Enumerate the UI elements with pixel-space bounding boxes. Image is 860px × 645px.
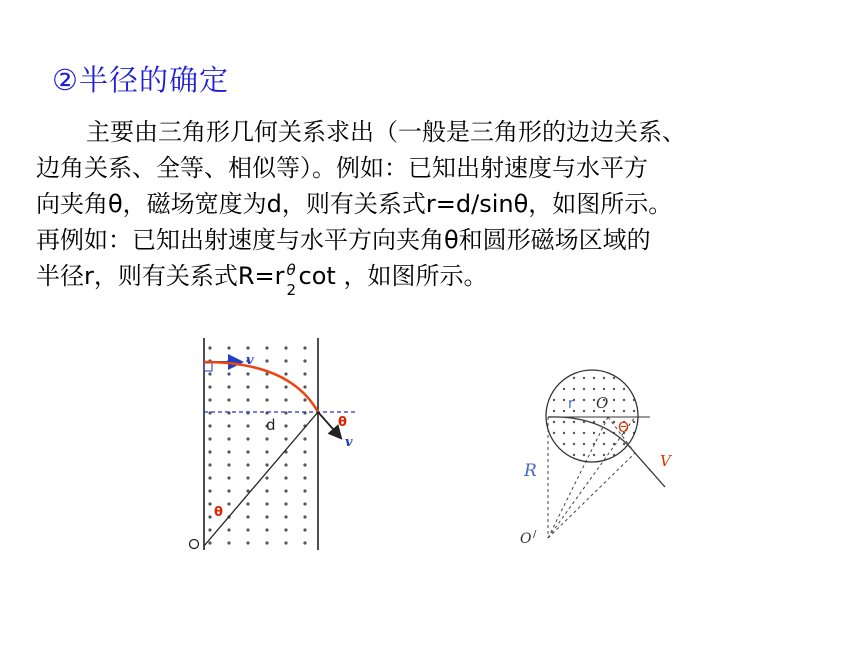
field-dot (208, 450, 211, 453)
circle-field-dot (623, 443, 625, 445)
field-dot (246, 502, 249, 505)
field-dot (208, 398, 211, 401)
center-angle-label: θ (214, 505, 223, 520)
field-dot (208, 541, 211, 544)
field-dot (303, 398, 306, 401)
field-dot (284, 359, 287, 362)
circle-field-dot (633, 421, 635, 423)
formula-prefix: 半径r，则有关系式R=r (36, 262, 285, 290)
circle-field-dot (583, 454, 585, 456)
circle-field-dot (563, 443, 565, 445)
circle-field-dot (553, 377, 555, 379)
circle-field-dot (573, 388, 575, 390)
circle-field-dot (583, 388, 585, 390)
angle-label-theta: Θ (618, 420, 630, 436)
paragraph-line-5 (36, 258, 836, 299)
circle-field-dot (593, 410, 595, 412)
circle-field-dot (573, 454, 575, 456)
field-dot (208, 463, 211, 466)
paragraph-line-4: 再例如：已知出射速度与水平方向夹角θ和圆形磁场区域的 (36, 226, 651, 254)
circle-field-dot (563, 432, 565, 434)
circle-field-dot (623, 388, 625, 390)
circle-field-dot (563, 410, 565, 412)
field-dot (246, 372, 249, 375)
field-dot (303, 450, 306, 453)
field-dot (265, 541, 268, 544)
circle-field-dot (613, 377, 615, 379)
field-dot (284, 515, 287, 518)
field-dot (227, 450, 230, 453)
circle-field-dot (563, 454, 565, 456)
page-heading: ②半径的确定 (52, 63, 229, 97)
circular-field-figure (510, 360, 690, 550)
field-dot (303, 346, 306, 349)
field-dot (227, 489, 230, 492)
field-dot (284, 372, 287, 375)
paragraph-line-2: 边角关系、全等、相似等）。例如：已知出射速度与水平方 (36, 154, 648, 182)
orbit-center-prime: / (533, 529, 537, 540)
field-dots-grid (208, 346, 306, 544)
field-dot (246, 528, 249, 531)
circle-field-dot (573, 432, 575, 434)
circle-field-dot (553, 399, 555, 401)
circle-field-dot (623, 399, 625, 401)
fraction-numerator: θ (286, 261, 296, 279)
field-dot (227, 385, 230, 388)
field-dot (303, 372, 306, 375)
field-dot (208, 476, 211, 479)
circle-field-dot (553, 410, 555, 412)
circle-field-dot (633, 443, 635, 445)
field-dot (303, 515, 306, 518)
field-dot (265, 476, 268, 479)
center-point-o (190, 540, 199, 549)
circle-field-dot (613, 399, 615, 401)
circle-field-dot (563, 399, 565, 401)
circle-field-dot (573, 377, 575, 379)
field-dot (227, 424, 230, 427)
field-dot (246, 515, 249, 518)
field-dot (265, 528, 268, 531)
field-dot (265, 489, 268, 492)
trajectory-arc (204, 362, 318, 412)
exit-velocity-label: v (345, 435, 353, 450)
exit-angle-label: θ (338, 415, 347, 430)
field-dot (303, 463, 306, 466)
circle-field-dot (583, 432, 585, 434)
field-dot (303, 359, 306, 362)
circle-field-dot (593, 377, 595, 379)
circle-field-dot (583, 377, 585, 379)
circle-field-dot (593, 399, 595, 401)
field-dot (265, 385, 268, 388)
radius-line (204, 412, 318, 546)
circle-field-dot (563, 388, 565, 390)
field-dot (284, 385, 287, 388)
strip-field-figure (180, 330, 370, 560)
radius-label-r: r (568, 396, 574, 412)
field-dot (284, 476, 287, 479)
big-radius-label-r: R (524, 461, 537, 481)
field-dot (284, 489, 287, 492)
field-dot (246, 450, 249, 453)
circle-field-dot (593, 454, 595, 456)
field-dot (208, 489, 211, 492)
field-dot (265, 450, 268, 453)
field-dot (284, 463, 287, 466)
field-dot (227, 463, 230, 466)
field-dot (246, 424, 249, 427)
body-paragraph (36, 114, 836, 299)
field-dot (265, 437, 268, 440)
entry-velocity-label: v (246, 353, 254, 368)
circle-field-dot (623, 377, 625, 379)
circle-field-dot (553, 432, 555, 434)
field-dot (246, 398, 249, 401)
field-dot (303, 476, 306, 479)
field-dot (284, 346, 287, 349)
field-dot (227, 476, 230, 479)
field-dot (303, 437, 306, 440)
field-dot (303, 385, 306, 388)
circle-field-dot (633, 388, 635, 390)
formula-suffix: cot ，如图所示。 (298, 262, 488, 290)
circle-field-dot (573, 421, 575, 423)
field-dot (208, 346, 211, 349)
center-o-label (186, 536, 187, 537)
field-dot (208, 424, 211, 427)
field-dot (208, 528, 211, 531)
field-boundary-circle (546, 370, 638, 462)
field-dot (246, 437, 249, 440)
circle-field-dot (613, 388, 615, 390)
field-dot (284, 398, 287, 401)
circle-field-dot (563, 421, 565, 423)
field-dot (227, 502, 230, 505)
circle-field-dot (603, 443, 605, 445)
field-dot (227, 372, 230, 375)
field-dot (208, 385, 211, 388)
circle-field-dot (603, 377, 605, 379)
circle-field-dot (633, 377, 635, 379)
circle-field-dot (573, 443, 575, 445)
circle-field-dot (553, 421, 555, 423)
field-dot (303, 528, 306, 531)
field-dot (284, 437, 287, 440)
field-dot (227, 528, 230, 531)
exit-velocity-arrow (318, 412, 340, 437)
orbit-center-label: O (520, 531, 532, 547)
field-dot (246, 541, 249, 544)
velocity-label-v: V (660, 452, 671, 470)
field-dot (246, 463, 249, 466)
dashed-to-exit (548, 453, 635, 538)
field-dot (265, 359, 268, 362)
field-dot (265, 502, 268, 505)
right-angle-marker (204, 363, 212, 371)
circle-field-dot (583, 410, 585, 412)
field-dot (303, 502, 306, 505)
circle-field-dot (603, 388, 605, 390)
field-dot (208, 502, 211, 505)
circle-field-dot (583, 443, 585, 445)
dashed-to-center (548, 417, 608, 538)
circle-field-dot (623, 454, 625, 456)
fraction-denominator: 2 (286, 281, 297, 299)
circle-field-dot (583, 399, 585, 401)
field-dot (303, 489, 306, 492)
field-dot (303, 541, 306, 544)
field-dot (284, 541, 287, 544)
circle-field-dot (613, 421, 615, 423)
center-label-o: O (596, 394, 609, 412)
circle-field-dot (553, 454, 555, 456)
field-dot (227, 346, 230, 349)
field-dot (246, 385, 249, 388)
field-dot (284, 424, 287, 427)
field-dot (208, 372, 211, 375)
paragraph-line-3: 向夹角θ，磁场宽度为d，则有关系式r=d/sinθ，如图所示。 (36, 190, 673, 218)
field-dot (284, 528, 287, 531)
field-dot (227, 398, 230, 401)
circle-field-dot (613, 410, 615, 412)
field-dot (227, 541, 230, 544)
field-dot (265, 463, 268, 466)
field-dot (208, 437, 211, 440)
circle-field-dot (603, 432, 605, 434)
field-dot (227, 437, 230, 440)
field-dot (208, 515, 211, 518)
field-dot (246, 476, 249, 479)
circle-field-dot (593, 432, 595, 434)
circle-field-dot (623, 410, 625, 412)
width-label-d: d (266, 416, 276, 434)
circle-field-dot (633, 410, 635, 412)
field-dot (265, 515, 268, 518)
field-dot (284, 502, 287, 505)
half-angle-fraction (285, 258, 299, 299)
circle-field-dot (593, 388, 595, 390)
field-dot (246, 346, 249, 349)
field-dot (265, 346, 268, 349)
paragraph-line-1: 主要由三角形几何关系求出（一般是三角形的边边关系、 (86, 118, 686, 146)
circle-field-dot (603, 454, 605, 456)
field-dot (265, 398, 268, 401)
